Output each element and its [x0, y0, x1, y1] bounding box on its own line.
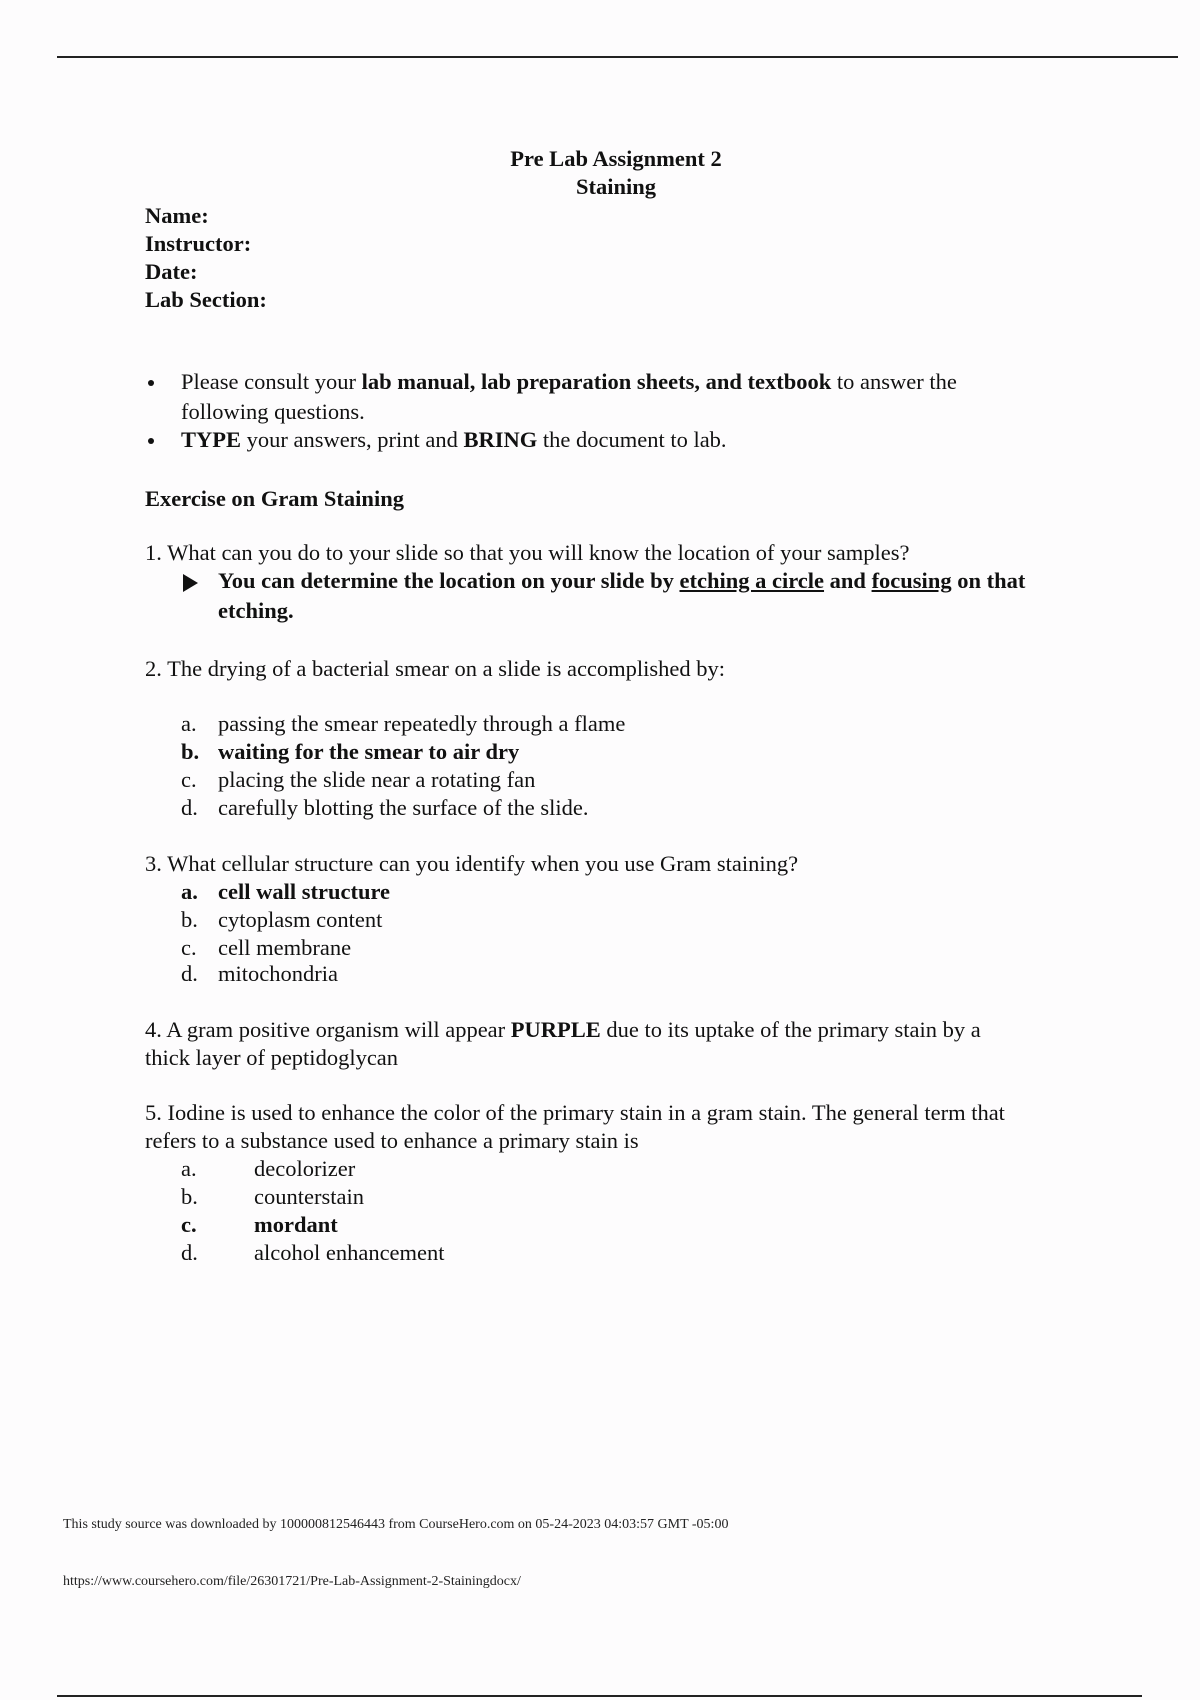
bullet-icon	[148, 438, 154, 444]
instructor-field-label: Instructor:	[145, 231, 252, 256]
q2-option-b: waiting for the smear to air dry	[218, 739, 520, 764]
q2-option-a: passing the smear repeatedly through a flame	[218, 711, 626, 736]
q3-option-b-letter: b.	[181, 907, 198, 932]
q3-text: 3. What cellular structure can you identify when you use Gram staining?	[145, 851, 799, 876]
q5-option-d-letter: d.	[181, 1240, 198, 1265]
q5-option-a: decolorizer	[254, 1156, 356, 1181]
page-title: Pre Lab Assignment 2	[510, 146, 722, 171]
q1-text: 1. What can you do to your slide so that you will know the location of your samples?	[145, 540, 910, 565]
q5-option-c: mordant	[254, 1212, 338, 1237]
instruction-line-2: TYPE your answers, print and BRING the document to lab.	[181, 427, 727, 452]
q3-option-b: cytoplasm content	[218, 907, 383, 932]
arrow-bullet-icon	[183, 574, 198, 592]
q5-option-b-letter: b.	[181, 1184, 198, 1209]
q5-text-cont: refers to a substance used to enhance a primary stain is	[145, 1128, 639, 1153]
q2-text: 2. The drying of a bacterial smear on a slide is accomplished by:	[145, 656, 726, 681]
section-heading: Exercise on Gram Staining	[145, 486, 404, 511]
q2-option-b-letter: b.	[181, 739, 200, 764]
q1-answer: You can determine the location on your slide by etching a circle and focusing on that	[218, 568, 1026, 593]
q3-option-a-letter: a.	[181, 879, 198, 904]
instruction-line-1: Please consult your lab manual, lab preparation sheets, and textbook to answer the	[181, 369, 957, 394]
q5-text: 5. Iodine is used to enhance the color of the primary stain in a gram stain. The general term that	[145, 1100, 1005, 1125]
q4-text-cont: thick layer of peptidoglycan	[145, 1045, 399, 1070]
instruction-line-1-cont: following questions.	[181, 399, 365, 424]
q3-option-a: cell wall structure	[218, 879, 391, 904]
date-field-label: Date:	[145, 259, 198, 284]
q2-option-a-letter: a.	[181, 711, 197, 736]
q2-option-c-letter: c.	[181, 767, 197, 792]
lab-section-field-label: Lab Section:	[145, 287, 267, 312]
q3-option-d-letter: d.	[181, 961, 198, 986]
q4-text: 4. A gram positive organism will appear PURPLE due to its uptake of the primary stain by a	[145, 1017, 981, 1042]
q3-option-d: mitochondria	[218, 961, 338, 986]
top-rule	[57, 56, 1178, 58]
q3-option-c: cell membrane	[218, 935, 352, 960]
q1-answer-cont: etching.	[218, 598, 294, 623]
bullet-icon	[148, 380, 154, 386]
q2-option-d-letter: d.	[181, 795, 198, 820]
q5-option-c-letter: c.	[181, 1212, 197, 1237]
q3-option-c-letter: c.	[181, 935, 197, 960]
name-field-label: Name:	[145, 203, 209, 228]
q5-option-a-letter: a.	[181, 1156, 197, 1181]
bottom-rule	[57, 1695, 1142, 1697]
page-subtitle: Staining	[575, 174, 657, 199]
q5-option-b: counterstain	[254, 1184, 364, 1209]
q5-option-d: alcohol enhancement	[254, 1240, 445, 1265]
source-url-link[interactable]: https://www.coursehero.com/file/26301721/Pre-Lab-Assignment-2-Stainingdocx/	[63, 1574, 521, 1589]
download-source-note: This study source was downloaded by 100000812546443 from CourseHero.com on 05-24-2023 04:03:57 GMT -05:00	[63, 1517, 729, 1532]
q2-option-c: placing the slide near a rotating fan	[218, 767, 536, 792]
q2-option-d: carefully blotting the surface of the slide.	[218, 795, 589, 820]
